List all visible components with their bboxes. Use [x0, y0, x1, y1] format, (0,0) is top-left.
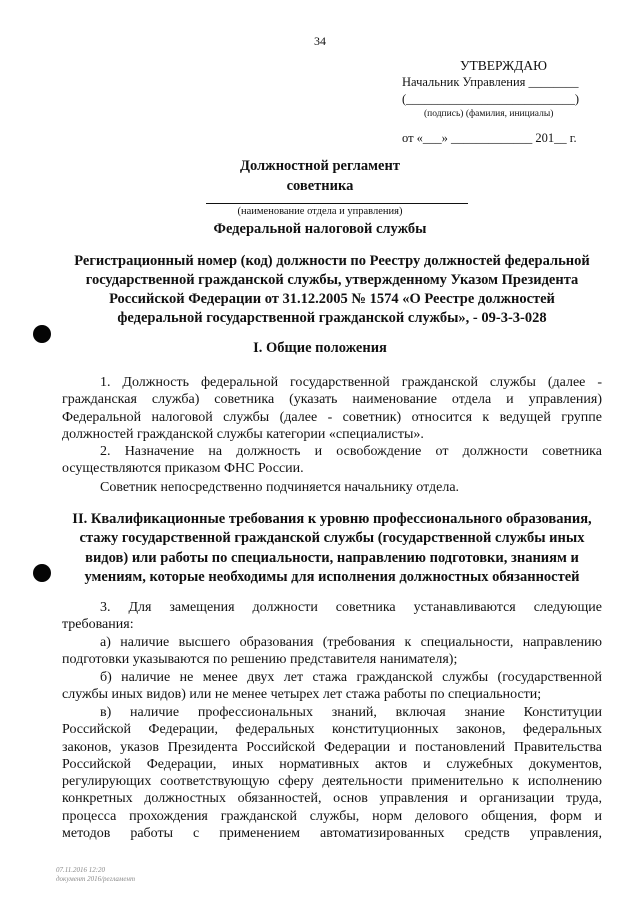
text-line: регулирующих соответствующую сферу деятельности применительно к исполнению	[62, 774, 602, 790]
approval-date-line: от «___» _____________ 201__ г.	[402, 131, 577, 145]
text-line: службы иных видов) или не менее четырех лет стажа работы по специальности;	[62, 687, 542, 703]
heading-line: умениям, которые необходимы для исполнения должностных обязанностей	[84, 568, 580, 585]
registration-line: Российской Федерации от 31.12.2005 № 1574 «О Реестре должностей	[109, 291, 555, 307]
document-title	[0, 156, 640, 196]
section1-paragraph3	[62, 479, 602, 496]
approval-signature-caption: (подпись) (фамилия, инициалы)	[424, 109, 554, 119]
text-line: законов, указов Президента Российской Федерации и постановлений Правительства	[62, 739, 602, 755]
text-line: б) наличие не менее двух лет стажа гражданской службы (государственной	[100, 670, 602, 685]
department-blank-line	[206, 203, 468, 204]
document-title-line2: советника	[286, 178, 354, 194]
text-line: Советник непосредственно подчиняется начальнику отдела.	[100, 480, 460, 495]
approval-title: УТВЕРЖДАЮ	[460, 58, 548, 73]
text-line: процесса прохождения гражданской службы, норм делового общения, форм и	[62, 808, 602, 824]
text-line: требования:	[62, 617, 134, 633]
text-line: подготовки указываются по решению представителя нанимателя);	[62, 652, 458, 668]
section1-heading: I. Общие положения	[253, 340, 387, 356]
document-title-line1: Должностной регламент	[240, 158, 400, 174]
print-stamp	[56, 866, 135, 884]
section1-paragraph1	[62, 374, 602, 443]
section2-heading	[62, 510, 602, 587]
department-caption: (наименование отдела и управления)	[237, 206, 403, 217]
registration-line: федеральной государственной гражданской службы», - 09-3-3-028	[117, 310, 547, 326]
text-line: Федеральной налоговой службы (далее - советник) относится к ведущей группе	[62, 409, 602, 425]
approval-signature-line: (___________________________)	[402, 92, 580, 106]
text-line: осуществляются приказом ФНС России.	[62, 461, 304, 477]
registration-number-block	[62, 252, 602, 328]
section1-paragraph2	[62, 443, 602, 478]
text-line: 2. Назначение на должность и освобождение от должности советника	[100, 444, 602, 459]
text-line: а) наличие высшего образования (требования к специальности, направлению	[100, 635, 602, 650]
heading-line: II. Квалификационные требования к уровню профессионального образования,	[72, 511, 592, 527]
text-line: Российской Федерации, федеральных конституционных законов, федеральных	[62, 722, 602, 738]
stamp-line: документ 2016/регламент	[56, 875, 136, 883]
page-number: 34	[314, 34, 326, 48]
text-line: в) наличие профессиональных знаний, включая знание Конституции	[100, 705, 602, 720]
text-line: должностей гражданской службы категории «специалисты».	[62, 426, 424, 442]
registration-line: Регистрационный номер (код) должности по Реестру должностей федеральной	[74, 253, 590, 269]
registration-line: государственной гражданской службы, утвержденному Указом Президента	[85, 272, 579, 288]
section2-item-a	[62, 634, 602, 669]
service-name: Федеральной налоговой службы	[213, 221, 427, 237]
text-line: конкретных должностных обязанностей, основ управления и организации труда,	[62, 791, 602, 807]
section2-item-b	[62, 669, 602, 704]
punch-hole	[33, 564, 51, 582]
stamp-line: 07.11.2016 12:20	[56, 866, 106, 874]
text-line: 1. Должность федеральной государственной гражданской службы (далее -	[100, 375, 602, 390]
section2-paragraph3	[62, 599, 602, 634]
approval-block	[402, 58, 602, 148]
text-line: гражданская служба) советника (указать наименование отдела и управления)	[62, 392, 602, 408]
text-line: 3. Для замещения должности советника устанавливаются следующие	[100, 600, 602, 615]
text-line: методов работы с применением автоматизированных средств управления,	[62, 826, 602, 842]
text-line: Российской Федерации, иных нормативных актов и служебных документов,	[62, 756, 602, 772]
approval-position-line: Начальник Управления ________	[402, 75, 579, 89]
section2-item-c	[62, 704, 602, 842]
heading-line: стажу государственной гражданской службы (государственной службы иных	[79, 530, 585, 547]
heading-line: видов) или работы по специальности, направлению подготовки, знаниям и	[85, 549, 579, 566]
